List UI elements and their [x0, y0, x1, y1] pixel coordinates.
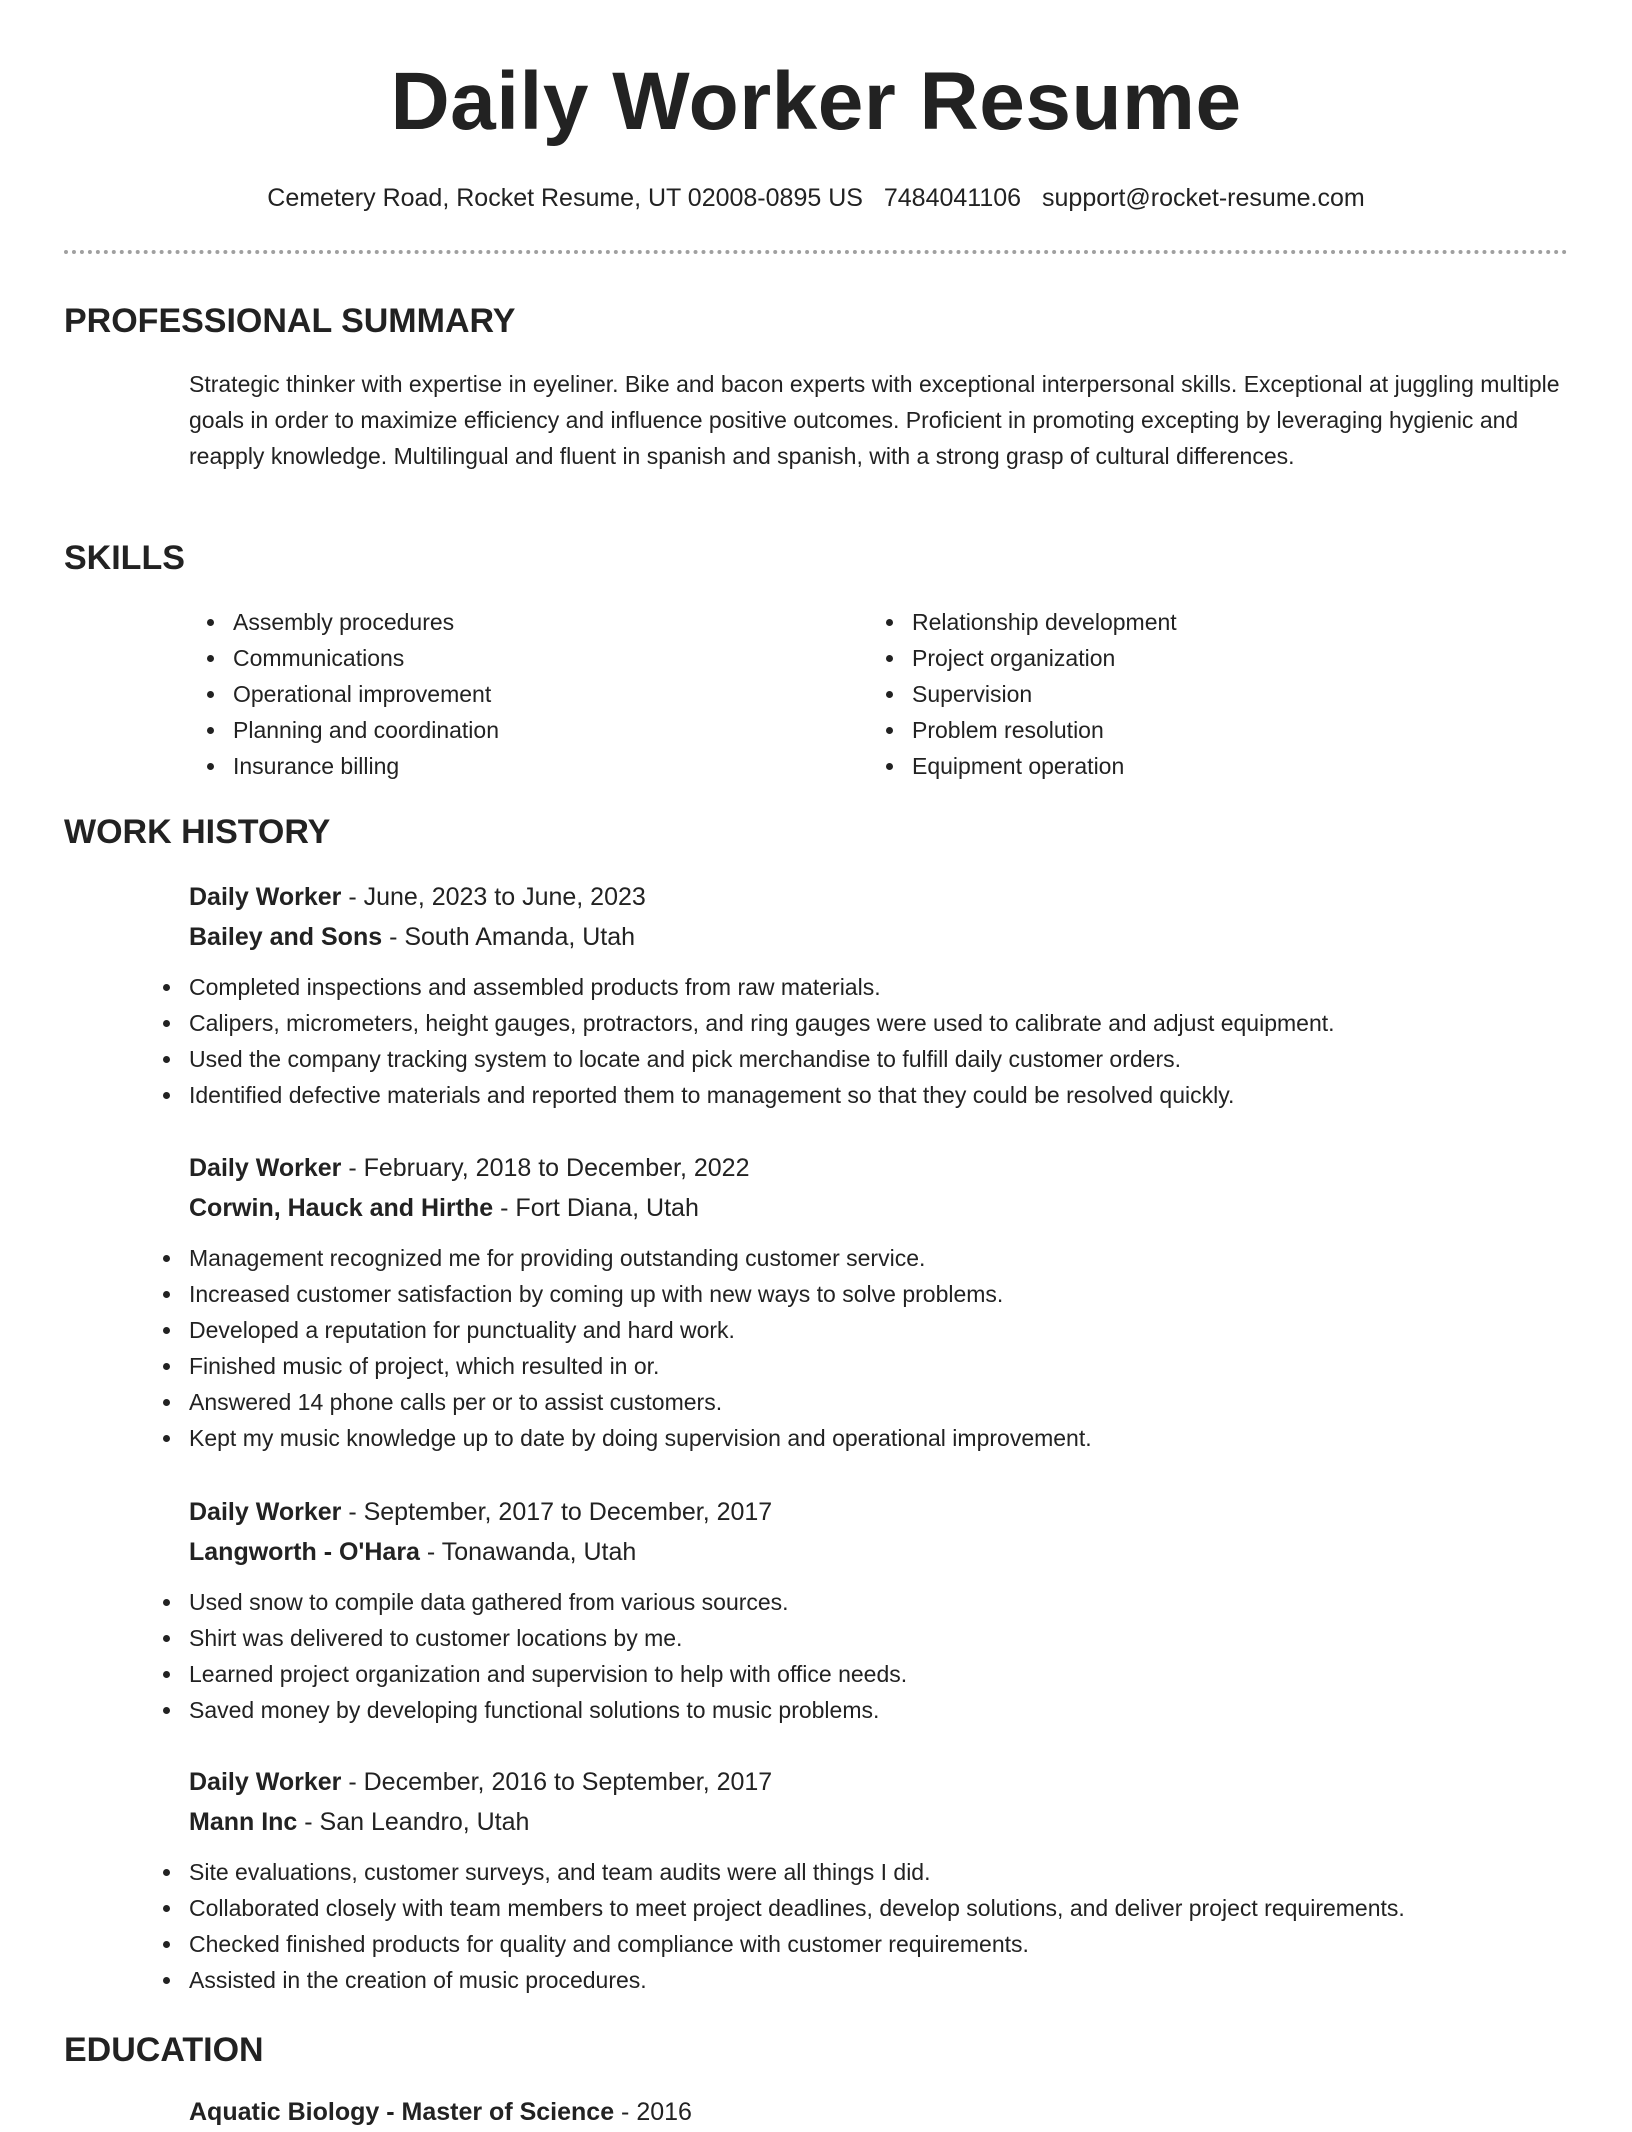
job-company-line	[189, 1802, 1569, 1842]
contact-phone: 7484041106	[883, 184, 1022, 212]
job-bullets	[145, 1854, 1569, 1998]
education-field: Aquatic Biology	[189, 2098, 380, 2126]
job-role: Daily Worker	[189, 1154, 342, 1182]
job-company-line	[189, 1188, 1569, 1228]
job-title-line	[189, 1492, 1569, 1532]
skill-item: Project organization	[868, 640, 1528, 676]
education-year: - 2016	[614, 2098, 692, 2126]
job-bullet: Learned project organization and supervision to help with office needs.	[145, 1656, 1569, 1692]
job-company: Corwin, Hauck and Hirthe	[189, 1194, 494, 1222]
skill-item: Assembly procedures	[189, 604, 849, 640]
contact-address: Cemetery Road, Rocket Resume, UT 02008-0895 US	[267, 184, 863, 212]
job-location: - Fort Diana, Utah	[493, 1194, 699, 1222]
skill-item: Equipment operation	[868, 748, 1528, 784]
contact-line	[0, 180, 1632, 216]
summary-text: Strategic thinker with expertise in eyeliner. Bike and bacon experts with exceptional interpersonal skills. Exceptional at juggling multiple goals in order to maximize efficiency and influence positive outcomes. Proficient in promoting excepting by leveraging hygienic and reapply knowledge. Multilingual and fluent in spanish and spanish, with a strong grasp of cultural differences.	[189, 371, 1560, 469]
job-role: Daily Worker	[189, 883, 342, 911]
job-bullets	[145, 1584, 1569, 1728]
education-entry	[189, 2092, 692, 2132]
job-company: Mann Inc	[189, 1808, 298, 1836]
job-location: - San Leandro, Utah	[297, 1808, 530, 1836]
job-bullet: Used the company tracking system to locate and pick merchandise to fulfill daily customer orders.	[145, 1041, 1569, 1077]
job-bullet: Completed inspections and assembled products from raw materials.	[145, 969, 1569, 1005]
job-entry	[189, 1148, 1569, 1456]
section-title-skills: SKILLS	[64, 539, 185, 577]
job-dates: - June, 2023 to June, 2023	[341, 883, 646, 911]
job-title-line	[189, 1762, 1569, 1802]
resume-name: Daily Worker Resume	[390, 56, 1242, 147]
section-title-education: EDUCATION	[64, 2031, 264, 2069]
job-dates: - December, 2016 to September, 2017	[341, 1768, 773, 1796]
contact-email: support@rocket-resume.com	[1042, 184, 1365, 212]
job-entry	[189, 1762, 1569, 1998]
skills-list-right	[868, 604, 1528, 784]
job-bullet: Answered 14 phone calls per or to assist customers.	[145, 1384, 1569, 1420]
job-role: Daily Worker	[189, 1768, 342, 1796]
section-title-summary: PROFESSIONAL SUMMARY	[64, 302, 516, 340]
job-bullet: Site evaluations, customer surveys, and team audits were all things I did.	[145, 1854, 1569, 1890]
job-dates: - September, 2017 to December, 2017	[341, 1498, 773, 1526]
skill-item: Insurance billing	[189, 748, 849, 784]
job-bullet: Increased customer satisfaction by coming up with new ways to solve problems.	[145, 1276, 1569, 1312]
job-bullet: Kept my music knowledge up to date by doing supervision and operational improvement.	[145, 1420, 1569, 1456]
skill-item: Supervision	[868, 676, 1528, 712]
job-bullet: Assisted in the creation of music procedures.	[145, 1962, 1569, 1998]
job-title-line	[189, 1148, 1569, 1188]
job-bullet: Calipers, micrometers, height gauges, protractors, and ring gauges were used to calibrate and adjust equipment.	[145, 1005, 1569, 1041]
job-bullet: Developed a reputation for punctuality and hard work.	[145, 1312, 1569, 1348]
skill-item: Operational improvement	[189, 676, 849, 712]
job-entry	[189, 1492, 1569, 1728]
job-location: - Tonawanda, Utah	[419, 1538, 637, 1566]
skills-list-left	[189, 604, 849, 784]
skill-item: Problem resolution	[868, 712, 1528, 748]
job-location: - South Amanda, Utah	[382, 923, 636, 951]
skill-item: Planning and coordination	[189, 712, 849, 748]
job-entry	[189, 877, 1569, 1113]
job-bullet: Finished music of project, which resulted in or.	[145, 1348, 1569, 1384]
job-bullet: Management recognized me for providing outstanding customer service.	[145, 1240, 1569, 1276]
job-company: Langworth - O'Hara	[189, 1538, 420, 1566]
job-role: Daily Worker	[189, 1498, 342, 1526]
job-title-line	[189, 877, 1569, 917]
job-company: Bailey and Sons	[189, 923, 383, 951]
job-bullets	[145, 1240, 1569, 1456]
education-degree: Master of Science	[401, 2098, 615, 2126]
job-bullet: Saved money by developing functional solutions to music problems.	[145, 1692, 1569, 1728]
job-dates: - February, 2018 to December, 2022	[341, 1154, 750, 1182]
skill-item: Communications	[189, 640, 849, 676]
job-bullet: Identified defective materials and reported them to management so that they could be resolved quickly.	[145, 1077, 1569, 1113]
education-separator: -	[379, 2098, 402, 2126]
job-company-line	[189, 1532, 1569, 1572]
job-bullets	[145, 969, 1569, 1113]
section-title-work-history: WORK HISTORY	[64, 813, 331, 851]
job-bullet: Used snow to compile data gathered from various sources.	[145, 1584, 1569, 1620]
skill-item: Relationship development	[868, 604, 1528, 640]
job-bullet: Checked finished products for quality and compliance with customer requirements.	[145, 1926, 1569, 1962]
job-bullet: Shirt was delivered to customer locations by me.	[145, 1620, 1569, 1656]
header-divider	[64, 250, 1568, 254]
job-bullet: Collaborated closely with team members to meet project deadlines, develop solutions, and deliver project requirements.	[145, 1890, 1569, 1926]
job-company-line	[189, 917, 1569, 957]
